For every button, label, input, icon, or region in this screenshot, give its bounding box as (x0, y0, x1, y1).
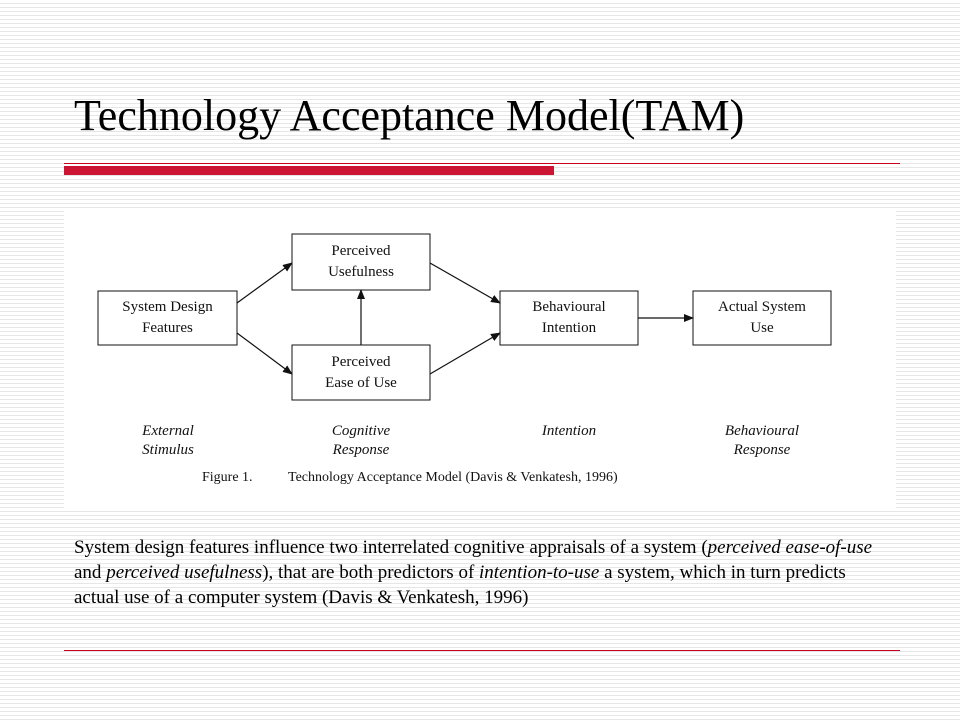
figure-caption-label: Figure 1. (202, 470, 253, 485)
node-perceived-usefulness-label (292, 241, 430, 283)
title-accent-bar (64, 166, 554, 175)
description-text: ), that are both predictors of (262, 562, 480, 583)
title-underline (64, 163, 900, 164)
description-paragraph (74, 535, 874, 610)
node-text-line: Perceived (331, 354, 391, 370)
stage-behavioural-response (702, 422, 822, 460)
description-text: a system, which in turn predicts actual use of a computer system (Davis & Venkatesh, 1996) (74, 562, 846, 608)
bottom-rule (64, 650, 900, 651)
stage-external-stimulus (108, 422, 228, 460)
node-text-line: Actual System (718, 299, 806, 315)
stage-cognitive-response (301, 422, 421, 460)
stage-text-line: Response (332, 442, 390, 458)
node-text-line: Perceived (331, 243, 391, 259)
arrow-ease-to-intention (430, 333, 500, 374)
description-text: and (74, 562, 107, 583)
description-text: System design features influence two interrelated cognitive appraisals of a system ( (74, 537, 708, 558)
node-text-line: Usefulness (328, 264, 394, 280)
slide-title: Technology Acceptance Model(TAM) (74, 91, 745, 140)
stage-text-line: Intention (541, 423, 597, 439)
node-behavioural-intention-label (500, 297, 638, 339)
term-usefulness: perceived usefulness (106, 562, 263, 583)
node-text-line: Ease of Use (325, 375, 397, 391)
node-text-line: System Design (122, 299, 213, 315)
figure-caption-text: Technology Acceptance Model (Davis & Venkatesh, 1996) (288, 470, 618, 485)
stage-text-line: External (142, 423, 194, 439)
node-system-design-label (98, 297, 237, 339)
arrow-features-to-usefulness (237, 263, 292, 303)
term-intention-to-use: intention-to-use (479, 562, 600, 583)
node-text-line: Features (142, 320, 193, 336)
stage-text-line: Behavioural (724, 423, 800, 439)
stage-text-line: Response (733, 442, 791, 458)
node-actual-use-label (693, 297, 831, 339)
node-text-line: Behavioural (532, 299, 606, 315)
arrow-usefulness-to-intention (430, 263, 500, 303)
stage-intention (509, 422, 629, 441)
tam-figure (64, 211, 896, 510)
tam-diagram-svg (64, 211, 896, 510)
term-ease-of-use: perceived ease-of-use (707, 537, 873, 558)
stage-text-line: Cognitive (331, 423, 391, 439)
node-text-line: Intention (541, 320, 597, 336)
node-text-line: Use (750, 320, 774, 336)
node-perceived-ease-label (292, 352, 430, 394)
arrow-features-to-ease (237, 333, 292, 374)
stage-text-line: Stimulus (142, 442, 194, 458)
figure-caption (202, 470, 618, 486)
